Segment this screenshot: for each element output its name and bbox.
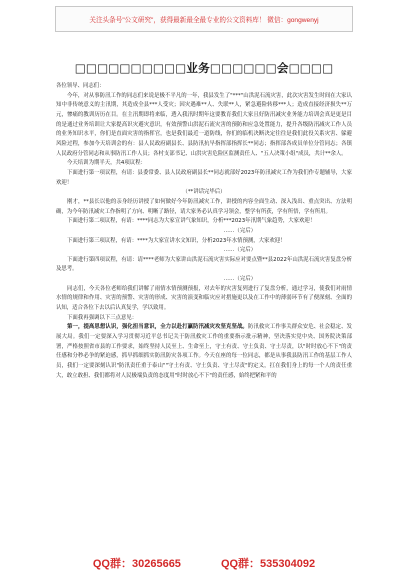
document-title: □□□□□□□□□□业务□□□□□□会□□□□	[74, 61, 334, 75]
paragraph	[56, 256, 352, 275]
paragraph	[56, 285, 352, 314]
paragraph	[56, 246, 352, 256]
promo-banner-text: 关注头条号"公文研究"，获得最新最全最专业的公文资料库！ 微信：gongwenyj	[89, 17, 319, 24]
paragraph-text: ……（完后）	[223, 247, 256, 254]
paragraph-text: 下面进行第二项议程，有请：****同志为大家宣讲气象知识，分析***2023年汛期气象趋势，大家欢迎！	[67, 218, 316, 225]
paragraph-text: 各位领导、同志们：	[56, 83, 105, 89]
paragraph-text: 同志们，今天各位老师给我们讲解了雨情水情预测预报，对去年的灾害复列进行了复盘分析，通过学习，使我们对雨情水情的规律和作用、灾害的预警、灾害的形成、灾害的演变和临灾应对措施更以及在工作中的薄弱环节有了便深刻、全面的认知，适合各位下去以后认真复学，学以致用。	[56, 285, 352, 312]
paragraph-text: 防汛救灾工作事关群众安危、社会稳定、发展大局。我们一定要深入学习贯彻习近平总书记关于防汛救灾工作的重要指示批示精神，坚决落实党中央、国务院决策部署，严格按照省市县的工作要求，始终坚持人民至上、生命至上，守土有责、守土负责、守土尽责，以"时时放心不下"的责任感和分秒必争的紧迫感，抓早抓细抓实防汛防灾各项工作。今天在座的每一位同志，都是从事我县防汛工作的基层工作人员，我们一定要深刻认识"防汛责任重于泰山""守土有责、守土负责、守土尽责"的定义，扛在我们身上的每一个人的责任重大，敢立敢担、我们都将对人民极端负责的态度用"时时放心不下"的责任感，始终把紧和平的	[56, 324, 352, 379]
promo-banner	[55, 6, 353, 32]
paragraph-text: ……（完后）	[223, 276, 256, 283]
paragraph	[56, 217, 352, 227]
paragraph-text: 刚才，**县长以他的亲身经历讲授了如何做好今年防汛减灾工作，讲授的内容全面生动、深入浅出、重点突出、方法明确，为今年防汛减灾工作指明了方向、明晰了路径，请大家务必认真学习领会，整学有所获，学有所悟，学有所用。	[56, 198, 352, 215]
paragraph-text: 下面进行第一项议程，有请：县委常委、县人民政府副县长**同志就部好2023年防汛减灾工作为我们作专题辅导，大家欢迎！	[56, 169, 352, 186]
paragraph	[56, 188, 352, 198]
paragraph	[56, 198, 352, 217]
paragraph-text: 下面进行第三项议程，有请：****为大家宣讲水文知识，分析2023年水情预测，大家欢迎！	[67, 237, 286, 244]
paragraph	[56, 92, 352, 160]
paragraph	[56, 159, 352, 169]
paragraph-text: 今年，对从事防汛工作的同志们来说是极不平凡的一年，我县发生了"***"山洪泥石流灾害，此次灾害发生时间在大家认知中非传统意义的主汛期，其造成全县***人受灾；因灾遇难**人、失联**人，紧急避险转移***人；造成直接经济损失**万元，惨痛的教训历历在目。在主汛期即将来临，透入我汛时期年这要教育我们大家且好防汛减灾业务能力培训会真是更是目的是通过业务培训让大家提高识灾避灾意识，有效预警山洪泥石流灾害的预防和应急处置能力，提升各级防汛减灾工作人员的业务知识水平，你们是直面灾害的指挥官，也是我们最近一道防线，你们的临机决断决定往往是我们此役关系灾害、躲避风险过程，参加今天培训会的有：县人民政府副县长、县防汛抗旱指挥部指挥长**同志；指挥部各成员单位分管同志；各镇人民政府分管同志和从事防汛工作人员；各村支部书记、山洪灾害危险区监测责任人、"五人决策小组"成员，共计**余人。	[56, 92, 352, 157]
paragraph	[56, 169, 352, 188]
footer-qq-group-2: QQ群：535304092	[220, 558, 316, 570]
paragraph-text: 下面进行第四项议程，有请：请****老师为大家讲山洪泥石流灾害实际应对要点暨**县2022年山洪泥石流灾害复盘分析及思考。	[56, 256, 352, 273]
paragraph	[56, 237, 352, 247]
paragraph-heading: 第一，提高思想认识，强化担当意识，全力以赴打赢防汛减灾攻坚克坚战。	[67, 324, 248, 331]
paragraph	[56, 82, 352, 92]
paragraph-text: 下面我再强调以下三点意见：	[67, 314, 138, 321]
paragraph	[56, 323, 352, 381]
paragraph-text: 今天培训为期半天，共4项议程：	[67, 160, 146, 167]
footer-qq-group-1: QQ群：30265665	[92, 558, 181, 570]
paragraph-text: ……（完后）	[223, 227, 256, 234]
paragraph-text: （**讲话完毕后）	[182, 189, 226, 196]
document-body	[56, 82, 352, 381]
paragraph	[56, 227, 352, 237]
paragraph	[56, 275, 352, 285]
paragraph	[56, 314, 352, 324]
footer	[0, 555, 408, 575]
